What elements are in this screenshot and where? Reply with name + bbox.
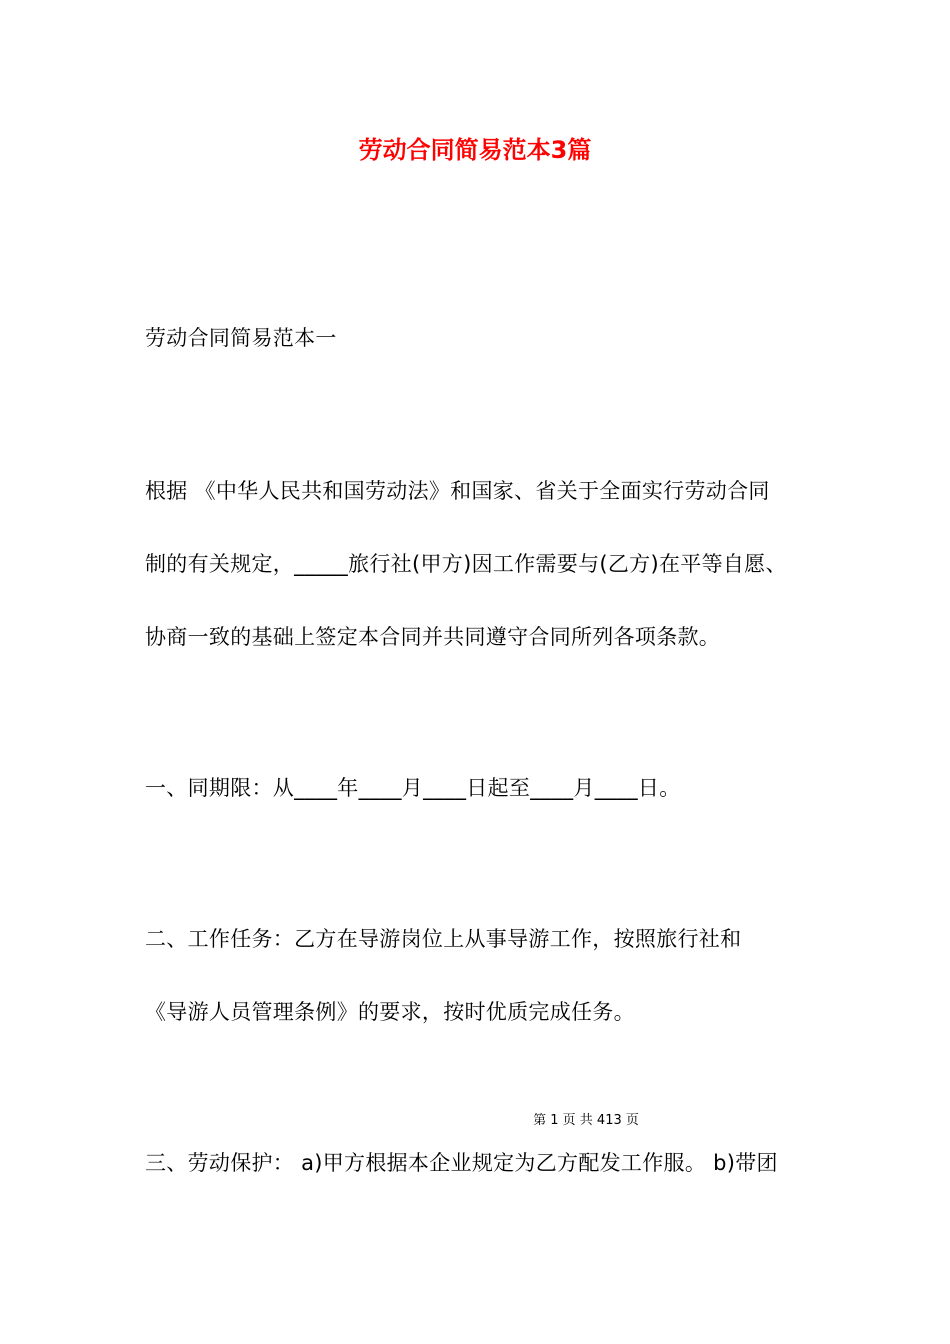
clause-task: 二、工作任务：乙方在导游岗位上从事导游工作，按照旅行社和	[145, 927, 742, 951]
paragraph-line: 协商一致的基础上签定本合同并共同遵守合同所列各项条款。	[145, 625, 721, 649]
document-title: 劳动合同简易范本3篇	[358, 136, 592, 164]
section-heading: 劳动合同简易范本一	[145, 326, 337, 350]
clause-protection: 三、劳动保护： a)甲方根据本企业规定为乙方配发工作服。 b)带团	[145, 1151, 778, 1175]
clause-term: 一、同期限：从____年____月____日起至____月____日。	[145, 776, 681, 800]
paragraph-line: 制的有关规定，_____旅行社(甲方)因工作需要与(乙方)在平等自愿、	[145, 552, 787, 576]
page-footer: 第 1 页 共 413 页	[533, 1113, 639, 1128]
paragraph-line: 根据 《中华人民共和国劳动法》和国家、省关于全面实行劳动合同	[145, 479, 770, 503]
clause-task-continued: 《导游人员管理条例》的要求，按时优质完成任务。	[145, 1000, 635, 1024]
